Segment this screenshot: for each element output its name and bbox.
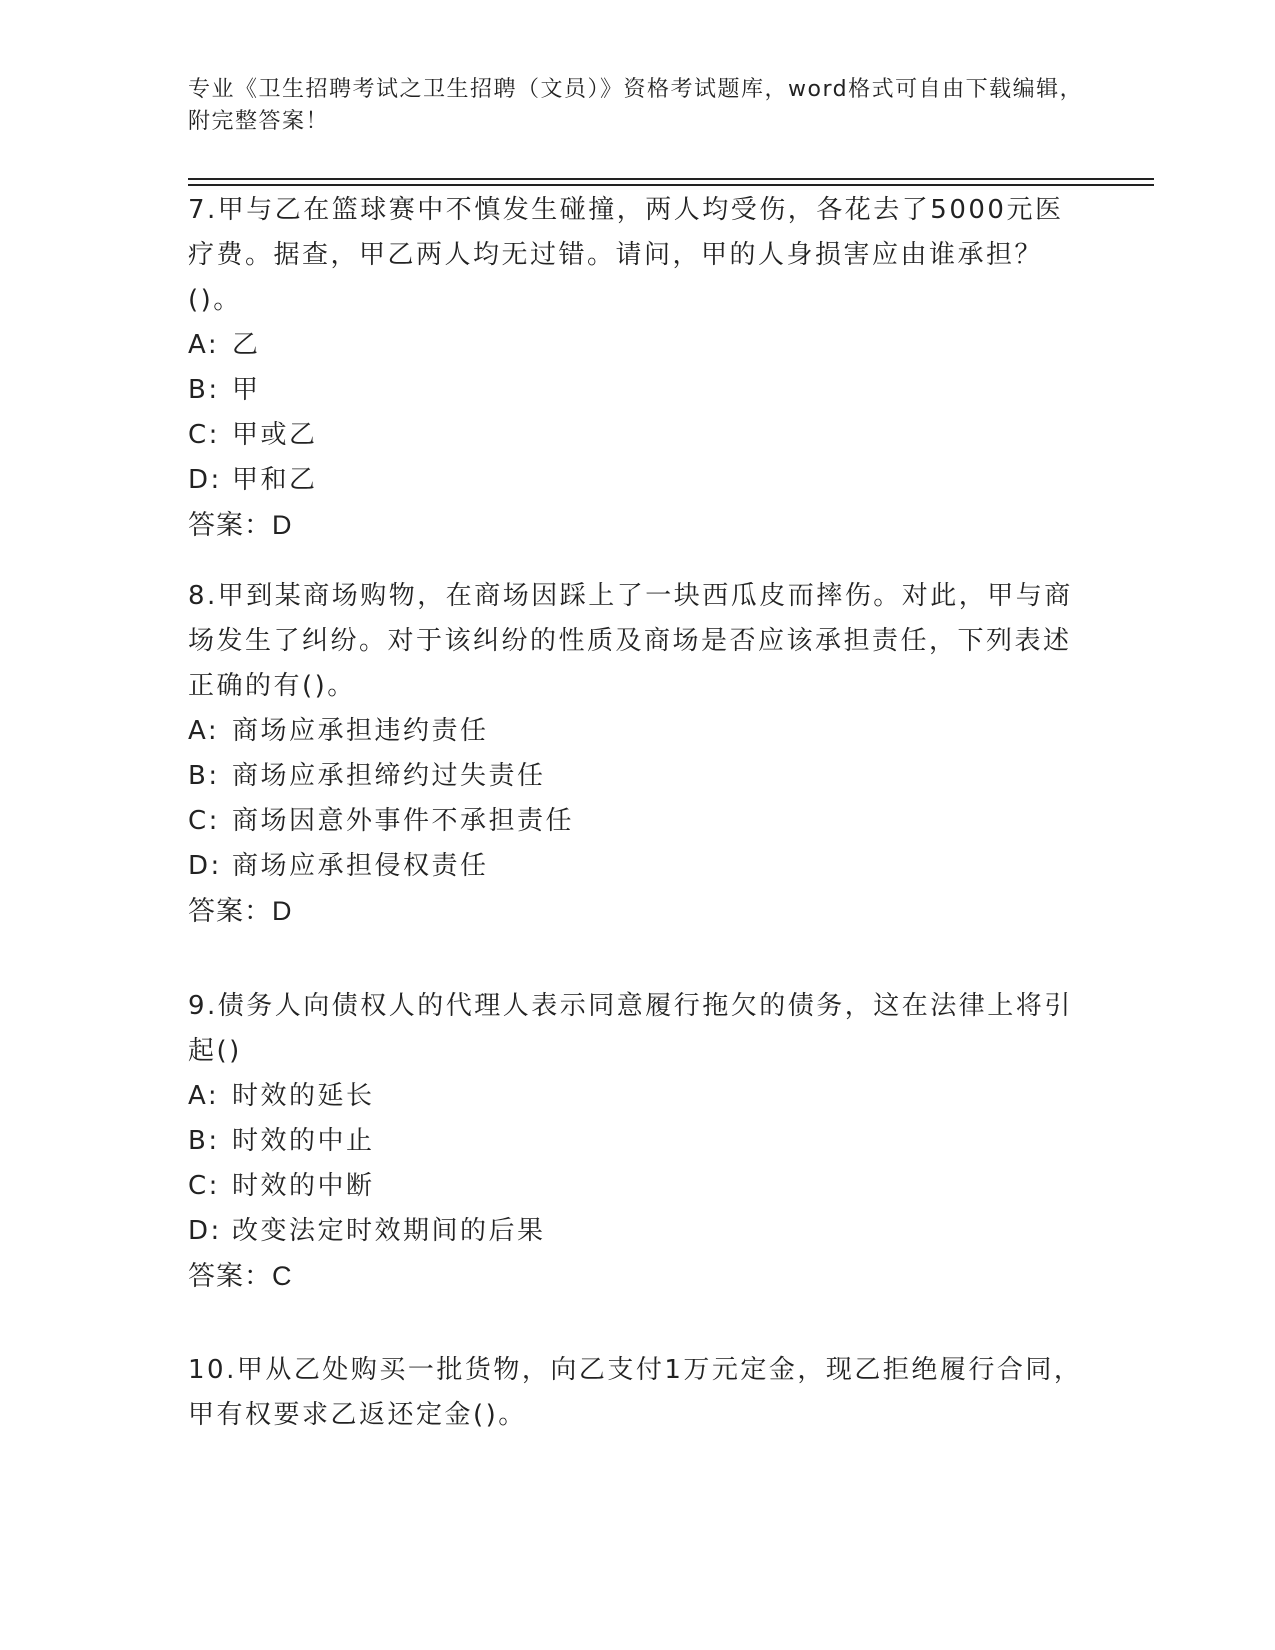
- question-text: 7.甲与乙在篮球赛中不慎发生碰撞，两人均受伤，各花去了5000元医疗费。据查，甲乙两人均无过错。请问，甲的人身损害应由谁承担？()。: [188, 195, 1064, 315]
- option-label: B:: [188, 1126, 220, 1156]
- option-d: [188, 844, 1088, 889]
- option-c: [188, 1164, 1088, 1209]
- question-7: [188, 188, 1088, 548]
- option-label: A:: [188, 716, 220, 746]
- option-label: B:: [188, 761, 220, 791]
- question-9: [188, 984, 1088, 1299]
- option-text: 时效的中断: [232, 1171, 375, 1201]
- option-c: [188, 799, 1088, 844]
- option-text: 时效的延长: [232, 1081, 375, 1111]
- answer-text: 答案：D: [188, 510, 293, 540]
- question-text: 10.甲从乙处购买一批货物，向乙支付1万元定金，现乙拒绝履行合同，甲有权要求乙返还定金()。: [188, 1355, 1083, 1430]
- option-label: A:: [188, 1081, 220, 1111]
- option-text: 乙: [232, 330, 261, 360]
- option-text: 商场应承担缔约过失责任: [232, 761, 546, 791]
- option-d: [188, 458, 1088, 503]
- option-text: 商场应承担违约责任: [232, 716, 489, 746]
- option-label: D:: [188, 465, 222, 495]
- option-d: [188, 1209, 1088, 1254]
- option-a: [188, 323, 1088, 368]
- option-label: A:: [188, 330, 220, 360]
- option-b: [188, 368, 1088, 413]
- document-header: 专业《卫生招聘考试之卫生招聘（文员）》资格考试题库，word格式可自由下载编辑，附完整答案！: [188, 77, 1084, 134]
- option-a: [188, 1074, 1088, 1119]
- question-text: 8.甲到某商场购物，在商场因踩上了一块西瓜皮而摔伤。对此，甲与商场发生了纠纷。对于该纠纷的性质及商场是否应该承担责任，下列表述正确的有()。: [188, 581, 1073, 701]
- option-text: 甲和乙: [232, 465, 318, 495]
- option-label: B:: [188, 375, 220, 405]
- question-10: [188, 1348, 1088, 1438]
- option-label: D:: [188, 851, 222, 881]
- header-divider-top: [188, 178, 1154, 180]
- option-label: D:: [188, 1216, 222, 1246]
- option-label: C:: [188, 1171, 220, 1201]
- option-text: 甲: [232, 375, 261, 405]
- option-b: [188, 1119, 1088, 1164]
- option-c: [188, 413, 1088, 458]
- option-b: [188, 754, 1088, 799]
- question-8: [188, 574, 1088, 934]
- option-text: 商场因意外事件不承担责任: [232, 806, 575, 836]
- answer-text: 答案：C: [188, 1261, 293, 1291]
- option-label: C:: [188, 420, 220, 450]
- option-a: [188, 709, 1088, 754]
- header-divider-bottom: [188, 184, 1154, 186]
- option-text: 商场应承担侵权责任: [232, 851, 489, 881]
- option-text: 甲或乙: [232, 420, 318, 450]
- option-text: 改变法定时效期间的后果: [232, 1216, 546, 1246]
- option-text: 时效的中止: [232, 1126, 375, 1156]
- option-label: C:: [188, 806, 220, 836]
- answer-text: 答案：D: [188, 896, 293, 926]
- question-text: 9.债务人向债权人的代理人表示同意履行拖欠的债务，这在法律上将引起(): [188, 991, 1073, 1066]
